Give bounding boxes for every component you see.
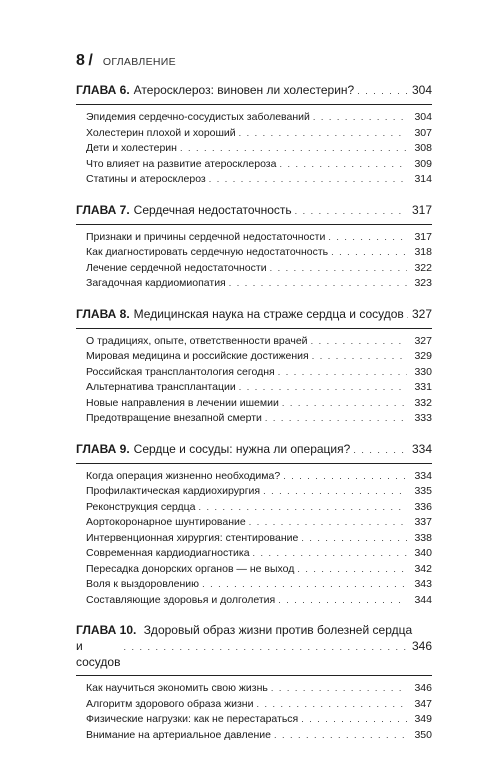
dot-leader: [295, 203, 407, 219]
dot-leader: [283, 469, 407, 485]
toc-item-title: Составляющие здоровья и долголетия: [86, 593, 275, 609]
toc-item[interactable]: [76, 593, 432, 609]
toc-item-title: Когда операция жизненно необходима?: [86, 469, 280, 485]
toc-item-title: Российская трансплантология сегодня: [86, 365, 275, 381]
dot-leader: [301, 531, 407, 547]
toc-item-page: 335: [410, 484, 432, 500]
chapter-page: 304: [410, 82, 432, 98]
toc-item[interactable]: [76, 365, 432, 381]
toc-item-title: Как научиться экономить свою жизнь: [86, 681, 268, 697]
toc-item[interactable]: [76, 141, 432, 157]
toc-item-page: 334: [410, 469, 432, 485]
chapter-title: Атеросклероз: виновен ли холестерин?: [134, 82, 355, 98]
toc-item-title: Мировая медицина и российские достижения: [86, 349, 309, 365]
chapter-label: ГЛАВА 6.: [76, 82, 130, 98]
dot-leader: [229, 276, 407, 292]
table-of-contents: [76, 82, 432, 757]
dot-leader: [297, 562, 407, 578]
chapter-heading-line-1: [76, 622, 432, 638]
dot-leader: [249, 515, 407, 531]
dot-leader: [239, 126, 407, 142]
chapter-title: Медицинская наука на страже сердца и сосудов: [134, 306, 404, 322]
toc-item[interactable]: [76, 577, 432, 593]
chapter-label: ГЛАВА 8.: [76, 306, 130, 322]
toc-item[interactable]: [76, 334, 432, 350]
toc-item[interactable]: [76, 562, 432, 578]
toc-item[interactable]: [76, 411, 432, 427]
chapter-6: [76, 82, 432, 188]
toc-item-page: 307: [410, 126, 432, 142]
toc-item-title: Реконструкция сердца: [86, 500, 196, 516]
dot-leader: [282, 396, 407, 412]
toc-item-title: Как диагностировать сердечную недостаточность: [86, 245, 328, 261]
dot-leader: [123, 639, 407, 655]
chapter-page: 334: [410, 441, 432, 457]
toc-item-page: 309: [410, 157, 432, 173]
dot-leader: [328, 230, 407, 246]
toc-item-title: Современная кардиодиагностика: [86, 546, 250, 562]
toc-item-page: 323: [410, 276, 432, 292]
page-number-slash: /: [88, 52, 92, 70]
toc-item-title: О традициях, опыте, ответственности врачей: [86, 334, 308, 350]
toc-item-title: Альтернатива трансплантации: [86, 380, 236, 396]
dot-leader: [270, 261, 407, 277]
dot-leader: [279, 157, 407, 173]
toc-item-page: 333: [410, 411, 432, 427]
chapter-heading[interactable]: [76, 82, 432, 105]
toc-item-title: Статины и атеросклероз: [86, 172, 206, 188]
section-title: ОГЛАВЛЕНИЕ: [103, 56, 176, 68]
dot-leader: [253, 546, 407, 562]
toc-item[interactable]: [76, 230, 432, 246]
toc-item[interactable]: [76, 469, 432, 485]
toc-item-page: 304: [410, 110, 432, 126]
dot-leader: [301, 712, 407, 728]
toc-item-page: 314: [410, 172, 432, 188]
toc-item[interactable]: [76, 531, 432, 547]
dot-leader: [180, 141, 407, 157]
chapter-heading[interactable]: [76, 441, 432, 464]
toc-item[interactable]: [76, 110, 432, 126]
toc-item[interactable]: [76, 484, 432, 500]
chapter-8: [76, 306, 432, 427]
dot-leader: [353, 442, 407, 458]
toc-item[interactable]: [76, 261, 432, 277]
chapter-page: 346: [410, 638, 432, 654]
dot-leader: [209, 172, 407, 188]
toc-item-title: Интервенционная хирургия: стентирование: [86, 531, 298, 547]
toc-item-title: Физические нагрузки: как не перестараться: [86, 712, 298, 728]
toc-item-page: 343: [410, 577, 432, 593]
toc-item-title: Предотвращение внезапной смерти: [86, 411, 262, 427]
chapter-heading-line-2: [76, 638, 432, 670]
toc-item-page: 349: [410, 712, 432, 728]
toc-item[interactable]: [76, 380, 432, 396]
dot-leader: [271, 681, 407, 697]
chapter-heading[interactable]: [76, 202, 432, 225]
toc-item-title: Что влияет на развитие атеросклероза: [86, 157, 276, 173]
chapter-label: ГЛАВА 7.: [76, 202, 130, 218]
toc-item[interactable]: [76, 349, 432, 365]
toc-item-page: 344: [410, 593, 432, 609]
chapter-7: [76, 202, 432, 292]
toc-item-title: Внимание на артериальное давление: [86, 728, 271, 744]
chapter-9: [76, 441, 432, 609]
dot-leader: [313, 110, 407, 126]
toc-item[interactable]: [76, 515, 432, 531]
toc-item-title: Признаки и причины сердечной недостаточности: [86, 230, 325, 246]
toc-item-page: 347: [410, 697, 432, 713]
toc-item[interactable]: [76, 728, 432, 744]
toc-item[interactable]: [76, 172, 432, 188]
dot-leader: [263, 484, 407, 500]
toc-item-page: 340: [410, 546, 432, 562]
toc-item[interactable]: [76, 245, 432, 261]
toc-item[interactable]: [76, 276, 432, 292]
page-number: 8: [76, 52, 85, 70]
toc-item-page: 332: [410, 396, 432, 412]
toc-item-page: 336: [410, 500, 432, 516]
dot-leader: [202, 577, 407, 593]
toc-item-page: 350: [410, 728, 432, 744]
toc-item[interactable]: [76, 157, 432, 173]
page-header: [76, 52, 176, 70]
dot-leader: [265, 411, 407, 427]
dot-leader: [312, 349, 407, 365]
dot-leader: [199, 500, 407, 516]
toc-item-title: Лечение сердечной недостаточности: [86, 261, 267, 277]
toc-item-title: Аортокоронарное шунтирование: [86, 515, 246, 531]
chapter-title: Сердечная недостаточность: [134, 202, 292, 218]
chapter-title: Сердце и сосуды: нужна ли операция?: [134, 441, 351, 457]
toc-item-page: 327: [410, 334, 432, 350]
toc-item-page: 338: [410, 531, 432, 547]
toc-item-title: Дети и холестерин: [86, 141, 177, 157]
dot-leader: [256, 697, 407, 713]
toc-item-title: Воля к выздоровлению: [86, 577, 199, 593]
toc-item-title: Холестерин плохой и хороший: [86, 126, 236, 142]
toc-item-title: Новые направления в лечении ишемии: [86, 396, 279, 412]
toc-item[interactable]: [76, 712, 432, 728]
toc-item[interactable]: [76, 546, 432, 562]
toc-item-page: 308: [410, 141, 432, 157]
dot-leader: [311, 334, 407, 350]
toc-item-title: Профилактическая кардиохирургия: [86, 484, 260, 500]
chapter-title-continued: и сосудов: [76, 638, 120, 670]
toc-item-title: Алгоритм здорового образа жизни: [86, 697, 253, 713]
toc-item[interactable]: [76, 500, 432, 516]
toc-item[interactable]: [76, 681, 432, 697]
toc-item-page: 331: [410, 380, 432, 396]
dot-leader: [331, 245, 407, 261]
toc-item-page: 342: [410, 562, 432, 578]
toc-item-title: Эпидемия сердечно-сосудистых заболеваний: [86, 110, 310, 126]
toc-item[interactable]: [76, 697, 432, 713]
chapter-page: 327: [410, 306, 432, 322]
toc-item-page: 317: [410, 230, 432, 246]
chapter-label: ГЛАВА 10.: [76, 623, 136, 637]
dot-leader: [278, 365, 407, 381]
toc-item-page: 318: [410, 245, 432, 261]
toc-item-page: 337: [410, 515, 432, 531]
chapter-heading[interactable]: [76, 306, 432, 329]
toc-item[interactable]: [76, 126, 432, 142]
toc-item-page: 330: [410, 365, 432, 381]
toc-item-title: Пересадка донорских органов — не выход: [86, 562, 294, 578]
chapter-page: 317: [410, 202, 432, 218]
toc-item-page: 346: [410, 681, 432, 697]
chapter-label: ГЛАВА 9.: [76, 441, 130, 457]
chapter-title: Здоровый образ жизни против болезней сердца: [144, 623, 412, 637]
dot-leader: [239, 380, 407, 396]
toc-item[interactable]: [76, 396, 432, 412]
toc-item-page: 322: [410, 261, 432, 277]
dot-leader: [357, 83, 407, 99]
toc-item-page: 329: [410, 349, 432, 365]
toc-item-title: Загадочная кардиомиопатия: [86, 276, 226, 292]
chapter-10: [76, 622, 432, 743]
dot-leader: [274, 728, 407, 744]
dot-leader: [278, 593, 407, 609]
